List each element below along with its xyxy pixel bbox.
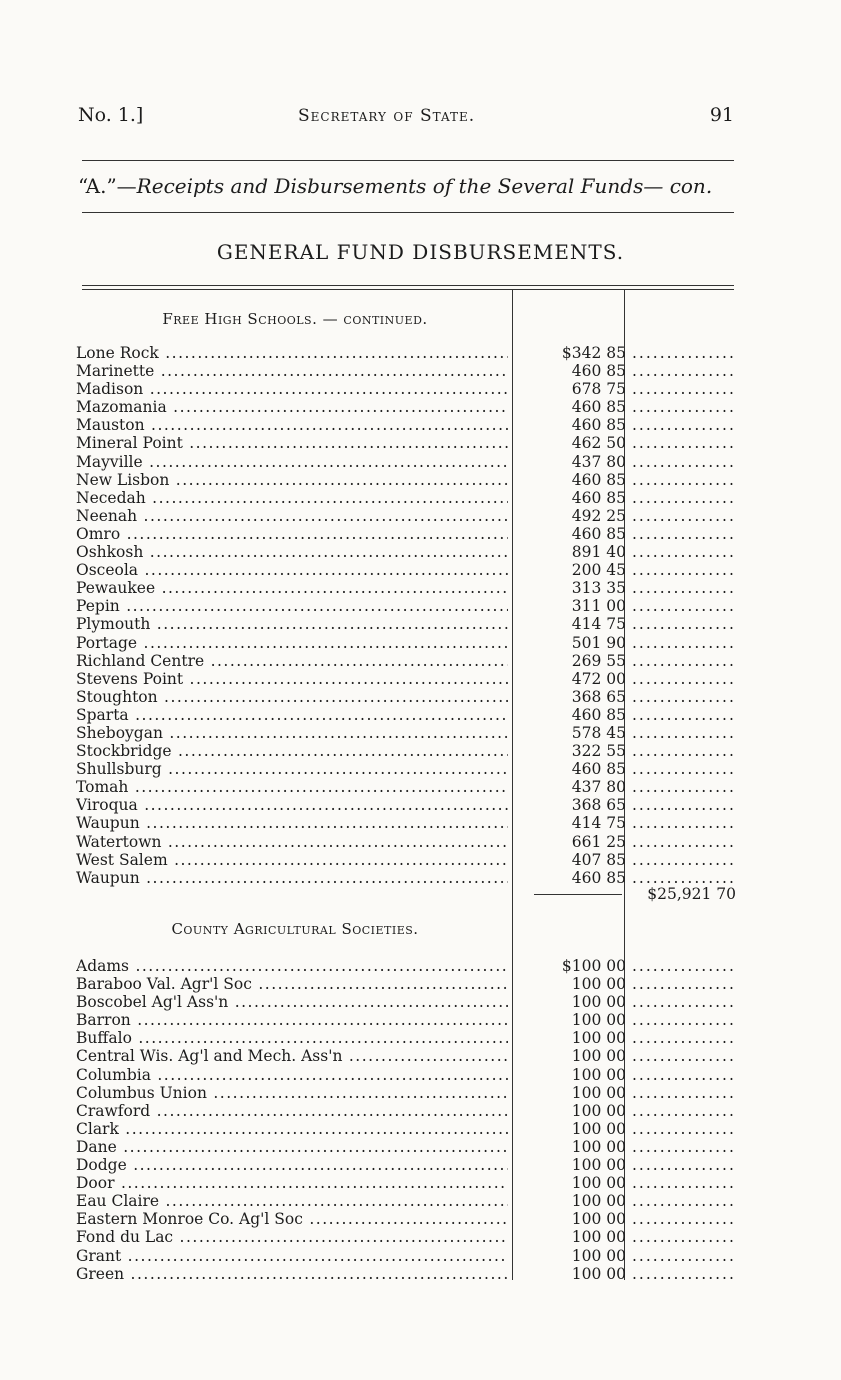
table-row (76, 652, 738, 670)
entry-name: Stockbridge ..... (76, 742, 508, 760)
entry-amount: 492 25 (571, 506, 626, 525)
entry-name: Door ..... (76, 1174, 508, 1192)
leader-dots (632, 724, 736, 742)
entry-name: Eastern Monroe Co. Ag'l Soc ..... (76, 1210, 508, 1228)
entry-amount: 322 55 (571, 742, 626, 761)
entry-name: Columbia ..... (76, 1066, 508, 1084)
leader-dots (632, 471, 736, 489)
entry-amount: 100 00 (571, 1137, 626, 1156)
entry-amount: 311 00 (571, 597, 626, 616)
entry-name: Omro ..... (76, 525, 508, 543)
leader-dots (632, 615, 736, 633)
leader-dots (632, 597, 736, 615)
table-row (76, 1084, 738, 1102)
entry-name: Mauston ..... (76, 416, 508, 434)
table-row (76, 434, 738, 452)
entry-amount: 891 40 (571, 543, 626, 562)
entry-name: Baraboo Val. Agr'l Soc ..... (76, 975, 508, 993)
free-high-schools-list (76, 344, 738, 887)
leader-dots (632, 380, 736, 398)
entry-name: Lone Rock ..... (76, 344, 508, 362)
leader-dots (632, 1120, 736, 1138)
entry-name: Boscobel Ag'l Ass'n ..... (76, 993, 508, 1011)
table-top-rule-2 (82, 289, 734, 290)
entry-amount: 100 00 (571, 1065, 626, 1084)
leader-dots (632, 579, 736, 597)
table-row (76, 1138, 738, 1156)
entry-amount: 100 00 (571, 1264, 626, 1283)
entry-name: Richland Centre ..... (76, 652, 508, 670)
entry-amount: 100 00 (571, 1029, 626, 1048)
entry-amount: 407 85 (571, 850, 626, 869)
leader-dots (632, 634, 736, 652)
entry-name: Stevens Point ..... (76, 670, 508, 688)
free-high-schools-total: $25,921 70 (647, 885, 736, 903)
entry-name: Necedah ..... (76, 489, 508, 507)
entry-amount: 100 00 (571, 1246, 626, 1265)
leader-dots (632, 1192, 736, 1210)
entry-amount: 460 85 (571, 362, 626, 381)
table-row (76, 561, 738, 579)
entry-name: Watertown ..... (76, 833, 508, 851)
entry-name: Dodge ..... (76, 1156, 508, 1174)
entry-amount: 460 85 (571, 470, 626, 489)
entry-name: Mazomania ..... (76, 398, 508, 416)
entry-name: Osceola ..... (76, 561, 508, 579)
entry-name: Mineral Point ..... (76, 434, 508, 452)
leader-dots (632, 1084, 736, 1102)
table-row (76, 975, 738, 993)
entry-amount: 661 25 (571, 832, 626, 851)
entry-name: Marinette ..... (76, 362, 508, 380)
entry-amount: 437 80 (571, 778, 626, 797)
entry-name: Pepin ..... (76, 597, 508, 615)
leader-dots (632, 833, 736, 851)
table-row (76, 1192, 738, 1210)
running-header (78, 104, 734, 130)
leader-dots (632, 706, 736, 724)
table-row (76, 1247, 738, 1265)
leader-dots (632, 993, 736, 1011)
table-row (76, 688, 738, 706)
table-row (76, 615, 738, 633)
table-subtitle (78, 174, 738, 198)
table-row (76, 416, 738, 434)
entry-name: Sparta ..... (76, 706, 508, 724)
table-row (76, 1047, 738, 1065)
entry-amount: 100 00 (571, 1047, 626, 1066)
leader-dots (632, 742, 736, 760)
entry-amount: 501 90 (571, 633, 626, 652)
entry-name: Oshkosh ..... (76, 543, 508, 561)
entry-amount: 269 55 (571, 651, 626, 670)
leader-dots (632, 670, 736, 688)
leader-dots (632, 1265, 736, 1283)
table-row (76, 1011, 738, 1029)
leader-dots (632, 975, 736, 993)
entry-name: Buffalo ..... (76, 1029, 508, 1047)
leader-dots (632, 1066, 736, 1084)
entry-amount: 100 00 (571, 1210, 626, 1229)
entry-amount: 460 85 (571, 416, 626, 435)
leader-dots (632, 344, 736, 362)
leader-dots (632, 416, 736, 434)
table-row (76, 670, 738, 688)
entry-name: Central Wis. Ag'l and Mech. Ass'n ..... (76, 1047, 508, 1065)
entry-amount: 100 00 (571, 975, 626, 994)
table-row (76, 453, 738, 471)
leader-dots (632, 1011, 736, 1029)
leader-dots (632, 1138, 736, 1156)
entry-name: Stoughton ..... (76, 688, 508, 706)
entry-amount: 100 00 (571, 1119, 626, 1138)
table-row (76, 851, 738, 869)
table-row (76, 489, 738, 507)
entry-amount: 100 00 (571, 1192, 626, 1211)
table-row (76, 525, 738, 543)
table-row (76, 957, 738, 975)
entry-name: Fond du Lac ..... (76, 1228, 508, 1246)
leader-dots (632, 398, 736, 416)
entry-amount: $100 00 (561, 957, 626, 975)
entry-name: Barron ..... (76, 1011, 508, 1029)
table-top-rule-1 (82, 285, 734, 286)
leader-dots (632, 561, 736, 579)
page-number: 91 (709, 104, 734, 126)
leader-dots (632, 507, 736, 525)
entry-name: Dane ..... (76, 1138, 508, 1156)
entry-name: West Salem ..... (76, 851, 508, 869)
table-row (76, 1265, 738, 1283)
entry-amount: 462 50 (571, 434, 626, 453)
table-row (76, 362, 738, 380)
county-agricultural-list (76, 957, 738, 1283)
entry-amount: 200 45 (571, 561, 626, 580)
table-row (76, 380, 738, 398)
leader-dots (632, 957, 736, 975)
running-title: Secretary of State. (298, 106, 476, 126)
table-row (76, 597, 738, 615)
entry-name: Eau Claire ..... (76, 1192, 508, 1210)
table-row (76, 543, 738, 561)
entry-amount: $342 85 (561, 344, 626, 362)
leader-dots (632, 1247, 736, 1265)
table-row (76, 344, 738, 362)
entry-name: Viroqua ..... (76, 796, 508, 814)
entry-name: Crawford ..... (76, 1102, 508, 1120)
table-row (76, 760, 738, 778)
leader-dots (632, 814, 736, 832)
table-row (76, 1156, 738, 1174)
entry-name: Waupun ..... (76, 869, 508, 887)
entry-amount: 460 85 (571, 398, 626, 417)
top-rule (82, 160, 734, 161)
entry-amount: 313 35 (571, 579, 626, 598)
entry-name: Green ..... (76, 1265, 508, 1283)
table-row (76, 796, 738, 814)
leader-dots (632, 543, 736, 561)
table-row (76, 833, 738, 851)
entry-amount: 414 75 (571, 615, 626, 634)
entry-amount: 678 75 (571, 380, 626, 399)
leader-dots (632, 1029, 736, 1047)
table-row (76, 993, 738, 1011)
subtitle-prefix: “A.”— (78, 174, 137, 198)
entry-name: Columbus Union ..... (76, 1084, 508, 1102)
entry-amount: 100 00 (571, 1011, 626, 1030)
entry-amount: 100 00 (571, 1101, 626, 1120)
leader-dots (632, 1210, 736, 1228)
leader-dots (632, 434, 736, 452)
entry-name: Waupun ..... (76, 814, 508, 832)
table-row (76, 507, 738, 525)
table-row (76, 742, 738, 760)
entry-name: Clark ..... (76, 1120, 508, 1138)
table-row (76, 471, 738, 489)
leader-dots (632, 1156, 736, 1174)
leader-dots (632, 362, 736, 380)
table-row (76, 1029, 738, 1047)
table-row (76, 1210, 738, 1228)
leader-dots (632, 489, 736, 507)
table-row (76, 1066, 738, 1084)
entry-amount: 460 85 (571, 705, 626, 724)
entry-amount: 460 85 (571, 524, 626, 543)
entry-amount: 100 00 (571, 1156, 626, 1175)
entry-amount: 100 00 (571, 1174, 626, 1193)
entry-amount: 368 65 (571, 796, 626, 815)
entry-name: Tomah ..... (76, 778, 508, 796)
table-row (76, 1102, 738, 1120)
leader-dots (632, 453, 736, 471)
table-row (76, 814, 738, 832)
table-row (76, 634, 738, 652)
subtitle-italic: Receipts and Disbursements of the Several Funds— con. (136, 174, 713, 198)
entry-amount: 460 85 (571, 488, 626, 507)
subtitle-rule (82, 212, 734, 213)
entry-name: Plymouth ..... (76, 615, 508, 633)
table-row (76, 706, 738, 724)
leader-dots (632, 760, 736, 778)
entry-name: Adams ..... (76, 957, 508, 975)
entry-name: Mayville ..... (76, 453, 508, 471)
entry-name: Madison ..... (76, 380, 508, 398)
leader-dots (632, 525, 736, 543)
entry-amount: 472 00 (571, 669, 626, 688)
issue-number: No. 1.] (78, 104, 144, 126)
entry-amount: 437 80 (571, 452, 626, 471)
entry-amount: 414 75 (571, 814, 626, 833)
entry-amount: 100 00 (571, 1083, 626, 1102)
table-row (76, 579, 738, 597)
leader-dots (632, 796, 736, 814)
entry-amount: 578 45 (571, 723, 626, 742)
table-row (76, 778, 738, 796)
leader-dots (632, 652, 736, 670)
county-agricultural-heading: County Agricultural Societies. (171, 920, 419, 938)
sum-rule (534, 894, 622, 895)
entry-name: New Lisbon ..... (76, 471, 508, 489)
entry-name: Pewaukee ..... (76, 579, 508, 597)
entry-name: Grant ..... (76, 1247, 508, 1265)
leader-dots (632, 778, 736, 796)
entry-amount: 100 00 (571, 993, 626, 1012)
entry-amount: 368 65 (571, 687, 626, 706)
entry-amount: 460 85 (571, 760, 626, 779)
leader-dots (632, 1102, 736, 1120)
leader-dots (632, 1047, 736, 1065)
entry-name: Portage ..... (76, 634, 508, 652)
leader-dots (632, 1228, 736, 1246)
leader-dots (632, 851, 736, 869)
entry-name: Neenah ..... (76, 507, 508, 525)
table-row (76, 1174, 738, 1192)
table-row (76, 398, 738, 416)
table-row (76, 724, 738, 742)
entry-amount: 460 85 (571, 868, 626, 887)
entry-amount: 100 00 (571, 1228, 626, 1247)
table-row (76, 1120, 738, 1138)
section-title: GENERAL FUND DISBURSEMENTS. (216, 240, 625, 264)
leader-dots (632, 1174, 736, 1192)
entry-name: Shullsburg ..... (76, 760, 508, 778)
free-high-schools-heading: Free High Schools. — continued. (162, 310, 428, 328)
leader-dots (632, 688, 736, 706)
entry-name: Sheboygan ..... (76, 724, 508, 742)
table-row (76, 1228, 738, 1246)
